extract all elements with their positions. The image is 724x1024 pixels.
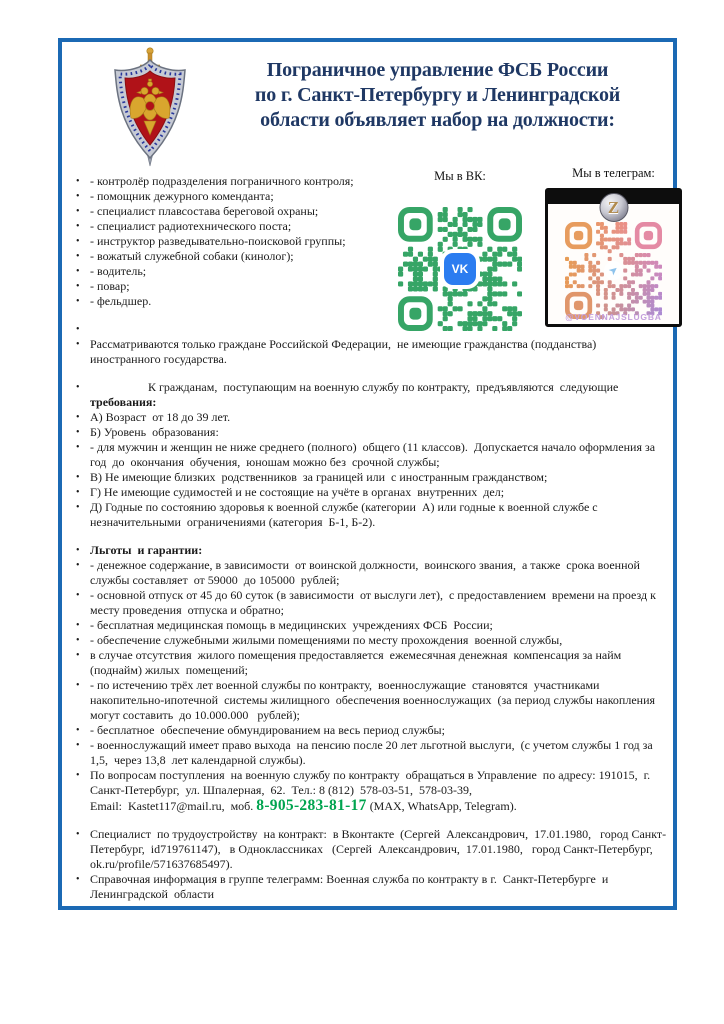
vk-logo-icon: VK (444, 253, 476, 285)
bullet-marker: • (76, 266, 80, 277)
position-item (70, 279, 400, 294)
bullet-text: - для мужчин и женщин не ниже среднего (полного) общего (11 классов). Допускается начало оформления за год до окончания обучения, юношам можно без срочной службы; (90, 440, 659, 469)
position-item (70, 234, 400, 249)
position-label: - контролёр подразделения пограничного контроля; (90, 174, 354, 188)
bullet-text (90, 322, 668, 337)
bullet-item (70, 410, 668, 425)
bullet-text: Рассматриваются только граждане Российской Федерации, не имеющие гражданства (подданства) иностранного государства. (90, 337, 600, 366)
positions-list (70, 174, 400, 309)
page-title-line-3: области объявляет набор на должности: (260, 109, 615, 131)
position-item (70, 294, 400, 309)
position-item (70, 219, 400, 234)
bullet-item (70, 588, 668, 618)
bullet-marker: • (76, 590, 80, 601)
bullet-item (70, 558, 668, 588)
bullet-text: Г) Не имеющие судимостей и не состоящие на учёте в органах внутренних дел; (90, 485, 505, 499)
bullet-item (70, 337, 668, 367)
bullet-marker: • (76, 296, 80, 307)
bullet-marker: • (76, 339, 80, 350)
bullet-marker: • (76, 487, 80, 498)
bullet-marker: • (76, 620, 80, 631)
bullet-item (70, 543, 668, 558)
bullet-item (70, 485, 668, 500)
bullet-text: К гражданам, поступающим на военную службу по контракту, предъявляются следующие требования: (90, 380, 622, 409)
bullet-marker: • (76, 502, 80, 513)
bullet-text: А) Возраст от 18 до 39 лет. (90, 410, 231, 424)
bullet-item (70, 500, 668, 530)
position-item (70, 204, 400, 219)
bullet-text: - по истечению трёх лет военной службы по контракту, военнослужащие становятся участниками накопительно-ипотечной системы жилищного обеспечения военнослужащих (за период службы накопления могут составить до 10.000.000 рублей); (90, 678, 659, 722)
vk-qr-label: Мы в ВК: (434, 169, 486, 183)
position-item (70, 174, 400, 189)
telegram-plane-icon: ➤ (600, 257, 627, 284)
bullet-item (70, 633, 668, 648)
bullet-text: В) Не имеющие близких родственников за границей или с иностранным гражданством; (90, 470, 548, 484)
bullet-text: - основной отпуск от 45 до 60 суток (в зависимости от выслуги лет), с предоставлением времени на проезд к месту проведения отпуска и обратно; (90, 588, 659, 617)
position-label: - фельдшер. (90, 294, 152, 308)
bullet-item (70, 872, 668, 902)
bullet-text: Д) Годные по состоянию здоровья к военной службе (категории А) или годные к военной службе с незначительными ограничениями (категория Б-1, Б-2). (90, 500, 601, 529)
bullet-text: Специалист по трудоустройству на контракт: в Вконтакте (Сергей Александрович, 17.01.1980, город Санкт-Петербург, id719761147), в Одноклассниках (Сергей Александрович, 17.01.1980, город Санкт-Петербург, ok.ru/profile/571637685497). (90, 827, 667, 871)
body-list (70, 322, 668, 902)
position-label: - специалист радиотехнического поста; (90, 219, 292, 233)
page-title-line-1: Пограничное управление ФСБ России (266, 59, 609, 81)
bullet-item (70, 425, 668, 440)
position-label: - инструктор разведывательно-поисковой группы; (90, 234, 346, 248)
bullet-item (70, 440, 668, 470)
bullet-item (70, 678, 668, 723)
bullet-item (70, 322, 668, 337)
telegram-qr-label: Мы в телеграм: (572, 166, 655, 180)
position-item (70, 264, 400, 279)
bullet-marker: • (76, 324, 80, 335)
bullet-marker: • (76, 545, 80, 556)
bullet-marker: • (76, 176, 80, 187)
telegram-qr-card (545, 188, 682, 327)
bullet-marker: • (76, 680, 80, 691)
z-medallion-icon: Z (599, 193, 628, 222)
bullet-item (70, 738, 668, 768)
position-label: - специалист плавсостава береговой охраны; (90, 204, 319, 218)
bullet-marker: • (76, 382, 80, 393)
bullet-marker: • (76, 560, 80, 571)
bullet-marker: • (76, 412, 80, 423)
bullet-marker: • (76, 635, 80, 646)
bullet-marker: • (76, 770, 80, 781)
position-item (70, 189, 400, 204)
bullet-text: - бесплатная медицинская помощь в медицинских учреждениях ФСБ России; (90, 618, 493, 632)
position-label: - повар; (90, 279, 130, 293)
bullet-text: Справочная информация в группе телеграмм: Военная служба по контракту в г. Санкт-Петербурге и Ленинградской области (90, 872, 612, 901)
bullet-text: - военнослужащий имеет право выхода на пенсию после 20 лет льготной выслуги, (с учетом службы 1 год за 1,5, через 13,8 лет календарной службы). (90, 738, 656, 767)
bullet-text: в случае отсутствия жилого помещения предоставляется ежемесячная денежная компенсация за найм (поднайм) жилых помещений; (90, 648, 625, 677)
telegram-qr-code (565, 222, 662, 319)
bullet-marker: • (76, 472, 80, 483)
bullet-text: Льготы и гарантии: (90, 543, 203, 557)
bullet-marker: • (76, 829, 80, 840)
bullet-marker: • (76, 725, 80, 736)
bullet-marker: • (76, 740, 80, 751)
position-label: - помощник дежурного коменданта; (90, 189, 274, 203)
bullet-marker: • (76, 427, 80, 438)
page-title-line-2: по г. Санкт-Петербургу и Ленинградской (254, 84, 621, 106)
bullet-item (70, 827, 668, 872)
bullet-marker: • (76, 236, 80, 247)
bullet-item (70, 618, 668, 633)
bullet-item (70, 380, 668, 410)
bullet-marker: • (76, 874, 80, 885)
bullet-marker: • (76, 206, 80, 217)
bullet-text: - денежное содержание, в зависимости от воинской должности, воинского звания, а также срока военной службы составляет от 59000 до 105000 рублей; (90, 558, 643, 587)
position-label: - вожатый служебной собаки (кинолог); (90, 249, 294, 263)
bullet-item (70, 723, 668, 738)
poster-border-box (58, 38, 677, 910)
position-label: - водитель; (90, 264, 147, 278)
position-item (70, 249, 400, 264)
page-title (210, 58, 665, 133)
bullet-text: - обеспечение служебными жилыми помещениями по месту прохождения военной службы, (90, 633, 563, 647)
fsb-emblem-icon (108, 46, 192, 168)
bullet-marker: • (76, 251, 80, 262)
bullet-text: - бесплатное обеспечение обмундированием на весь период службы; (90, 723, 445, 737)
bullet-text: Б) Уровень образования: (90, 425, 219, 439)
vk-qr-code (398, 207, 522, 331)
bullet-item (70, 768, 668, 814)
bullet-item (70, 470, 668, 485)
telegram-handle: @VOENNAJSLUGBA (565, 312, 662, 322)
bullet-marker: • (76, 191, 80, 202)
bullet-marker: • (76, 442, 80, 453)
bullet-marker: • (76, 650, 80, 661)
bullet-text: По вопросам поступления на военную службу по контракту обращаться в Управление по адресу: 191015, г. Санкт-Петербург, ул. Шпалерная, 62. Тел.: 8 (812) 578-03-51, 578-03-39, Email: Kastet117@mail.ru, моб. 8-905-283-81-17 (MAX, WhatsApp, Telegram). (90, 768, 654, 814)
bullet-marker: • (76, 281, 80, 292)
bullet-item (70, 648, 668, 678)
bullet-marker: • (76, 221, 80, 232)
